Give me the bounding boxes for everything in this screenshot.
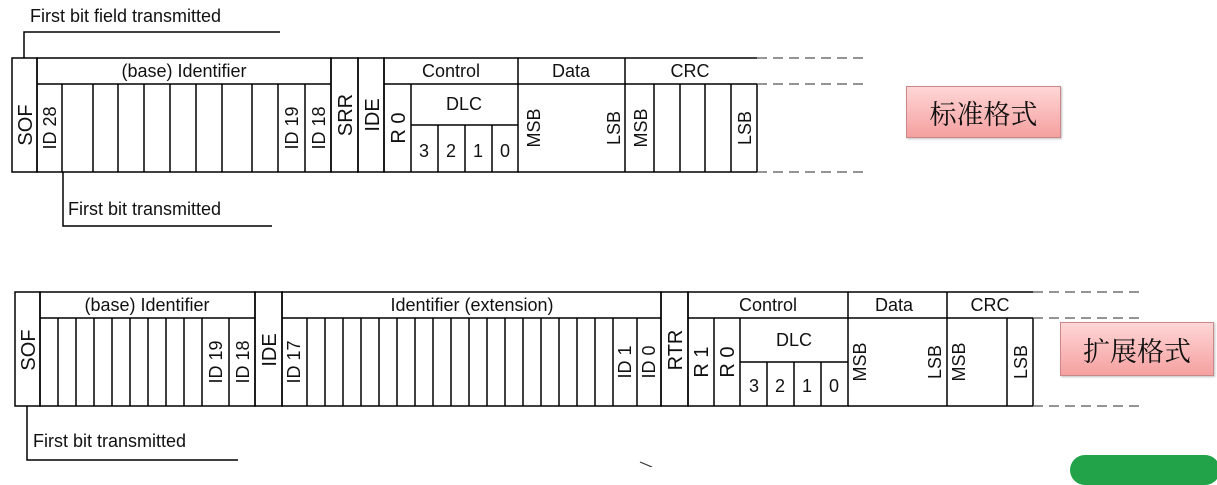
ext-id18-label: ID 18: [233, 340, 253, 384]
ext-id1-label: ID 1: [615, 345, 635, 379]
ext-dlc-bit-2: 2: [774, 376, 786, 396]
std-dlc-bit-3: 3: [418, 141, 430, 161]
std-data-header: Data: [551, 61, 591, 81]
std-dlc-bit-1: 1: [472, 141, 484, 161]
ext-crc-lsb-label: LSB: [1011, 344, 1031, 380]
corner-pill-button[interactable]: [1070, 455, 1217, 485]
std-identifier-header: (base) Identifier: [121, 61, 247, 81]
std-dlc-bit-0: 0: [499, 141, 511, 161]
ext-id0-label: ID 0: [639, 345, 659, 379]
ext-r1-label: R 1: [691, 346, 713, 378]
ext-ide-label: IDE: [259, 333, 281, 367]
arrow-mark-icon: [640, 462, 652, 467]
ext-dlc-label: DLC: [775, 330, 813, 350]
standard-format-badge: 标准格式: [906, 86, 1061, 138]
std-crc-header: CRC: [670, 61, 710, 81]
ext-identifier-header: (base) Identifier: [84, 295, 210, 315]
std-dlc-bit-2: 2: [445, 141, 457, 161]
std-ide-label: IDE: [362, 98, 384, 132]
std-id18-label: ID 18: [309, 106, 329, 150]
ext-data-lsb-label: LSB: [925, 344, 945, 380]
std-data-lsb-label: LSB: [604, 110, 624, 146]
ext-dlc-bit-3: 3: [748, 376, 760, 396]
std-crc-lsb-label: LSB: [735, 110, 755, 146]
ext-sof-label: SOF: [18, 329, 40, 371]
std-dlc-label: DLC: [445, 94, 483, 114]
ext-dlc-bit-1: 1: [801, 376, 813, 396]
ext-extension-header: Identifier (extension): [390, 295, 554, 315]
ext-crc-msb-label: MSB: [949, 342, 969, 382]
std-top-callout-line: [24, 32, 280, 58]
ext-id17-label: ID 17: [284, 340, 304, 384]
std-bottom-callout-text: First bit transmitted: [68, 199, 222, 219]
ext-control-header: Control: [738, 295, 798, 315]
ext-bottom-callout-text: First bit transmitted: [33, 431, 187, 451]
std-control-header: Control: [421, 61, 481, 81]
ext-id19-label: ID 19: [206, 340, 226, 384]
extended-format-badge: 扩展格式: [1060, 322, 1214, 376]
ext-rtr-label: RTR: [665, 329, 687, 371]
std-id19-label: ID 19: [282, 106, 302, 150]
std-data-msb-label: MSB: [524, 108, 544, 148]
std-r0-label: R 0: [388, 112, 410, 144]
std-top-callout-text: First bit field transmitted: [30, 6, 222, 26]
ext-dlc-bit-0: 0: [828, 376, 840, 396]
ext-r0-label: R 0: [717, 346, 739, 378]
ext-data-msb-label: MSB: [850, 342, 870, 382]
std-crc-msb-label: MSB: [631, 108, 651, 148]
ext-crc-header: CRC: [970, 295, 1010, 315]
std-srr-label: SRR: [335, 93, 357, 137]
std-sof-label: SOF: [15, 104, 37, 146]
std-id28-label: ID 28: [40, 106, 60, 150]
ext-data-header: Data: [874, 295, 914, 315]
